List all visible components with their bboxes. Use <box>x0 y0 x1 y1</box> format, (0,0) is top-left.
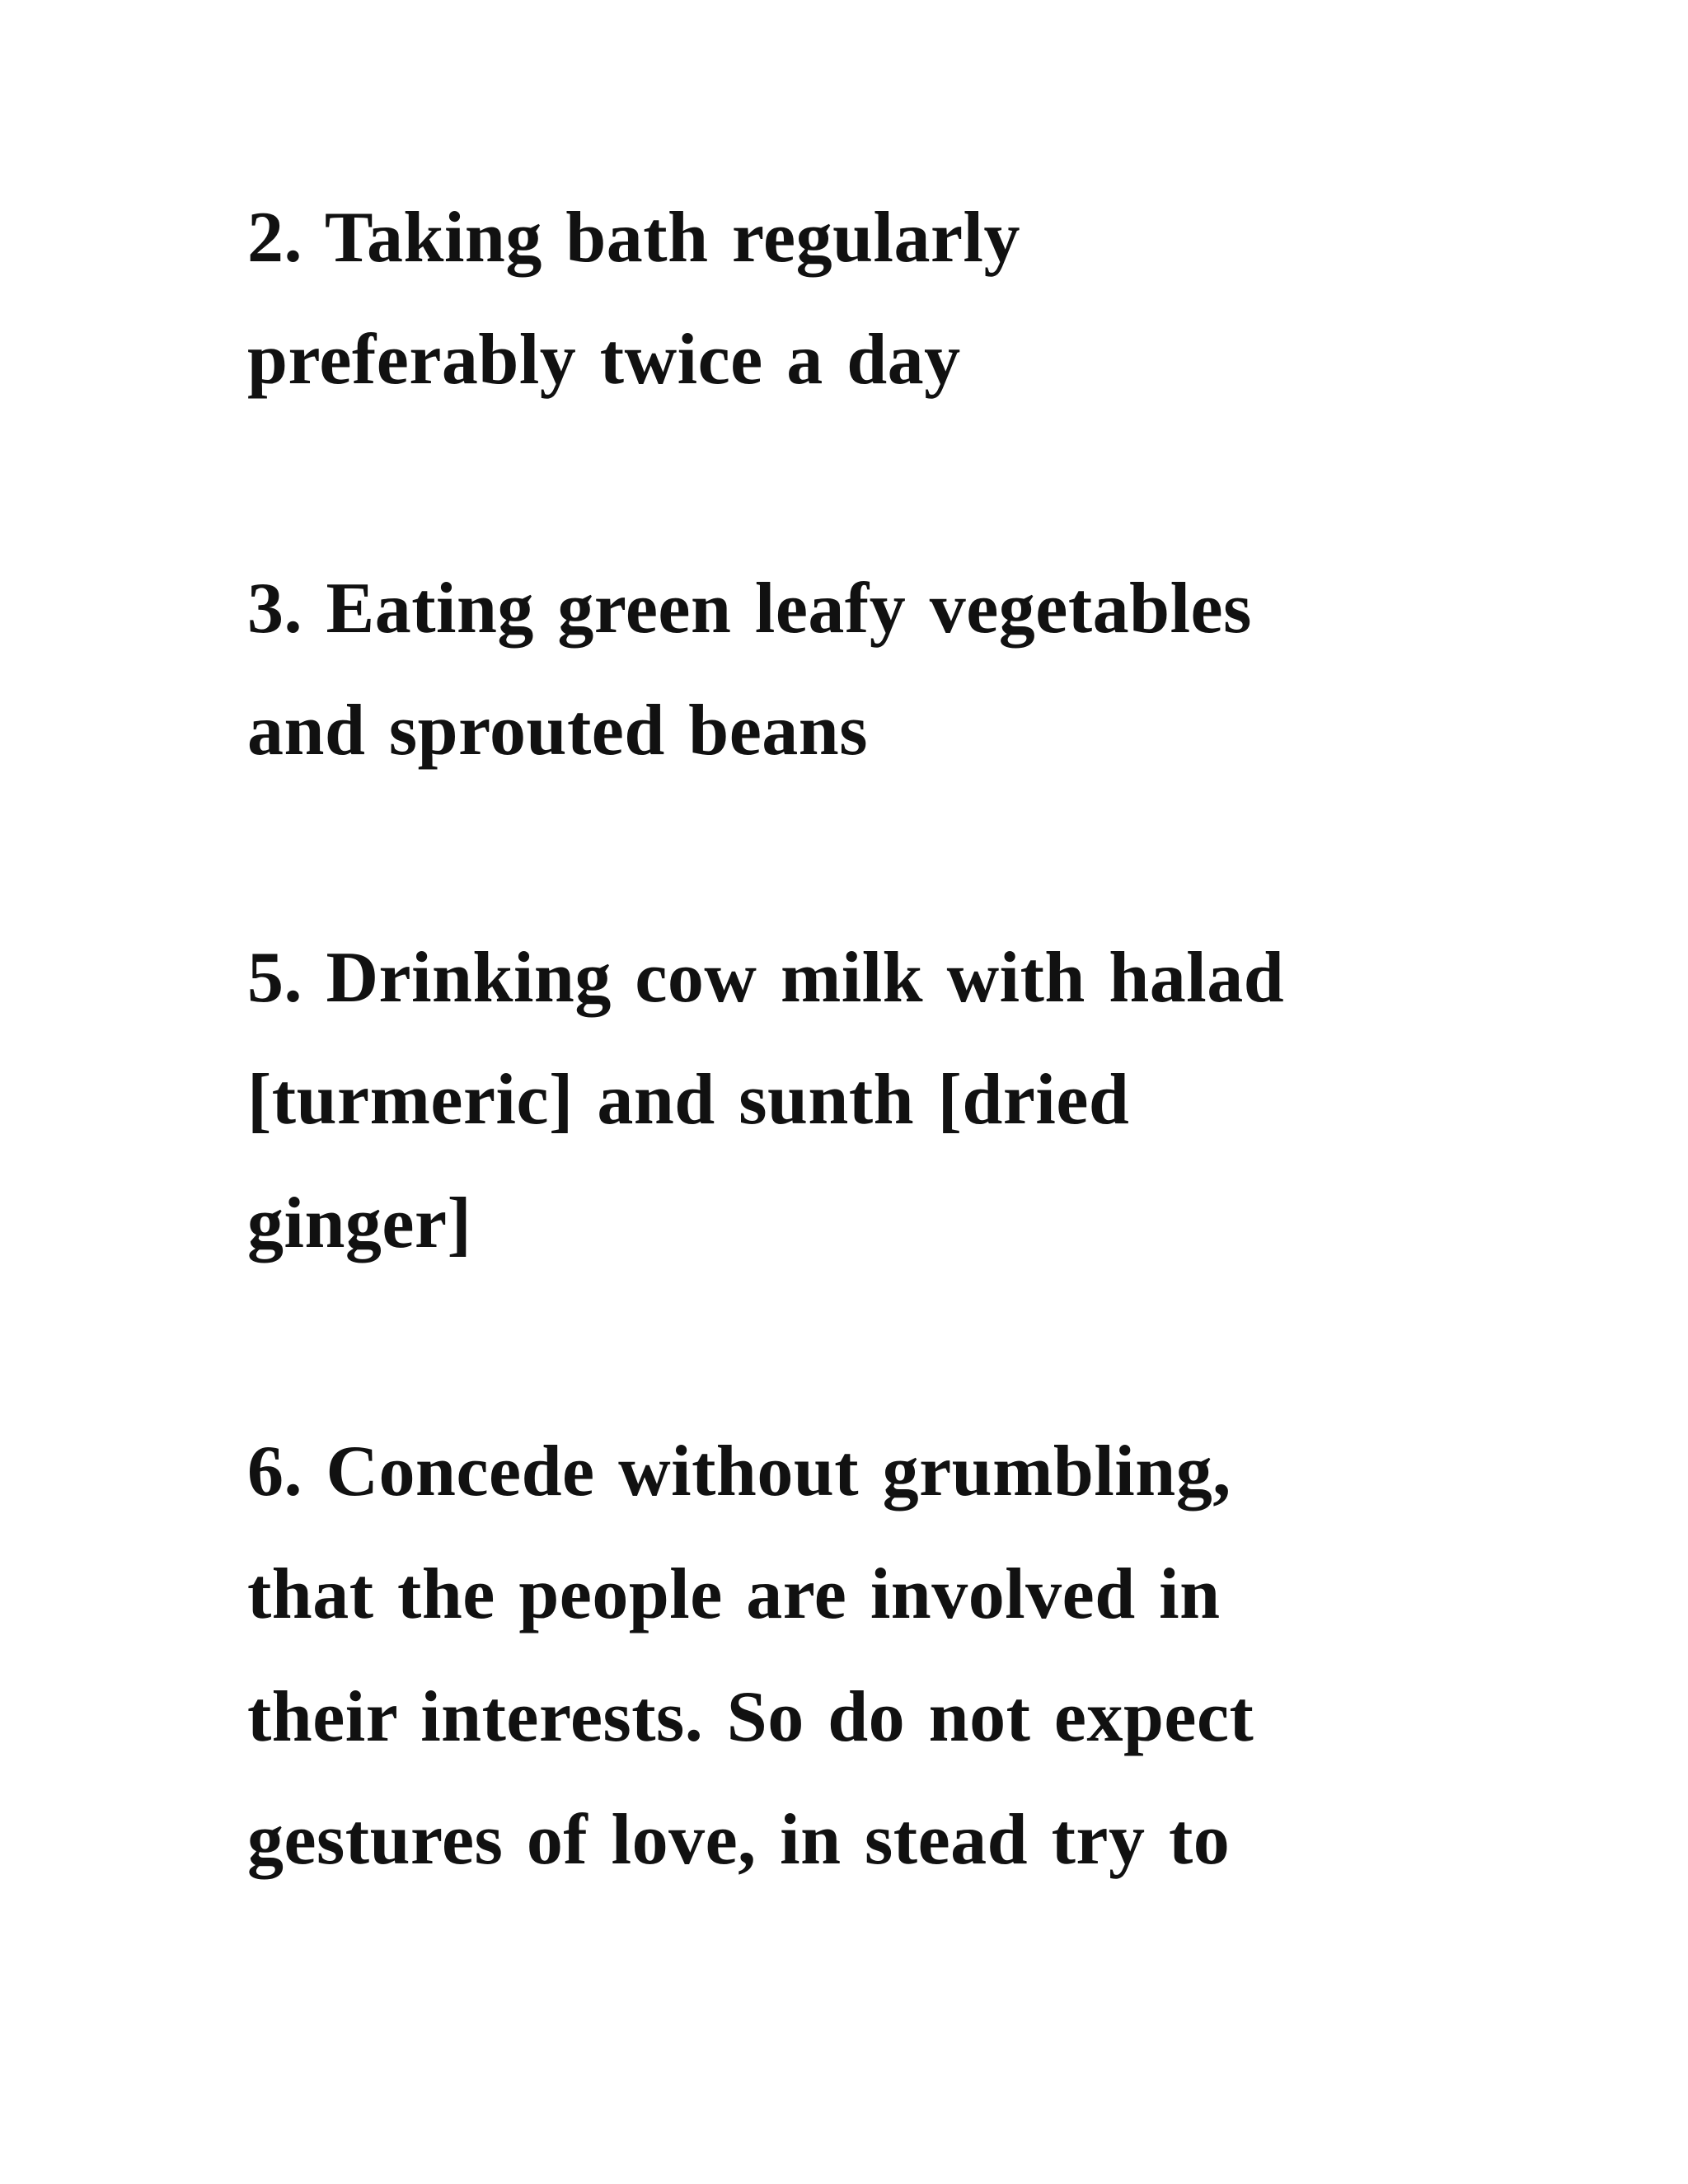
item-2-line-1: 2. Taking bath regularly <box>247 198 1020 278</box>
item-6-line-1: 6. Concede without grumbling, <box>247 1432 1231 1511</box>
item-6-line-2: that the people are involved in <box>247 1554 1221 1634</box>
item-6-line-4: gestures of love, in stead try to <box>247 1800 1231 1880</box>
item-3-line-1: 3. Eating green leafy vegetables <box>247 569 1252 649</box>
item-6-line-3: their interests. So do not expect <box>247 1677 1254 1757</box>
item-5-line-1: 5. Drinking cow milk with halad <box>247 938 1285 1018</box>
item-5-line-3: ginger] <box>247 1183 472 1263</box>
item-3-line-2: and sprouted beans <box>247 691 868 771</box>
item-2-line-2: preferably twice a day <box>247 320 961 400</box>
item-5-line-2: [turmeric] and sunth [dried <box>247 1060 1130 1140</box>
